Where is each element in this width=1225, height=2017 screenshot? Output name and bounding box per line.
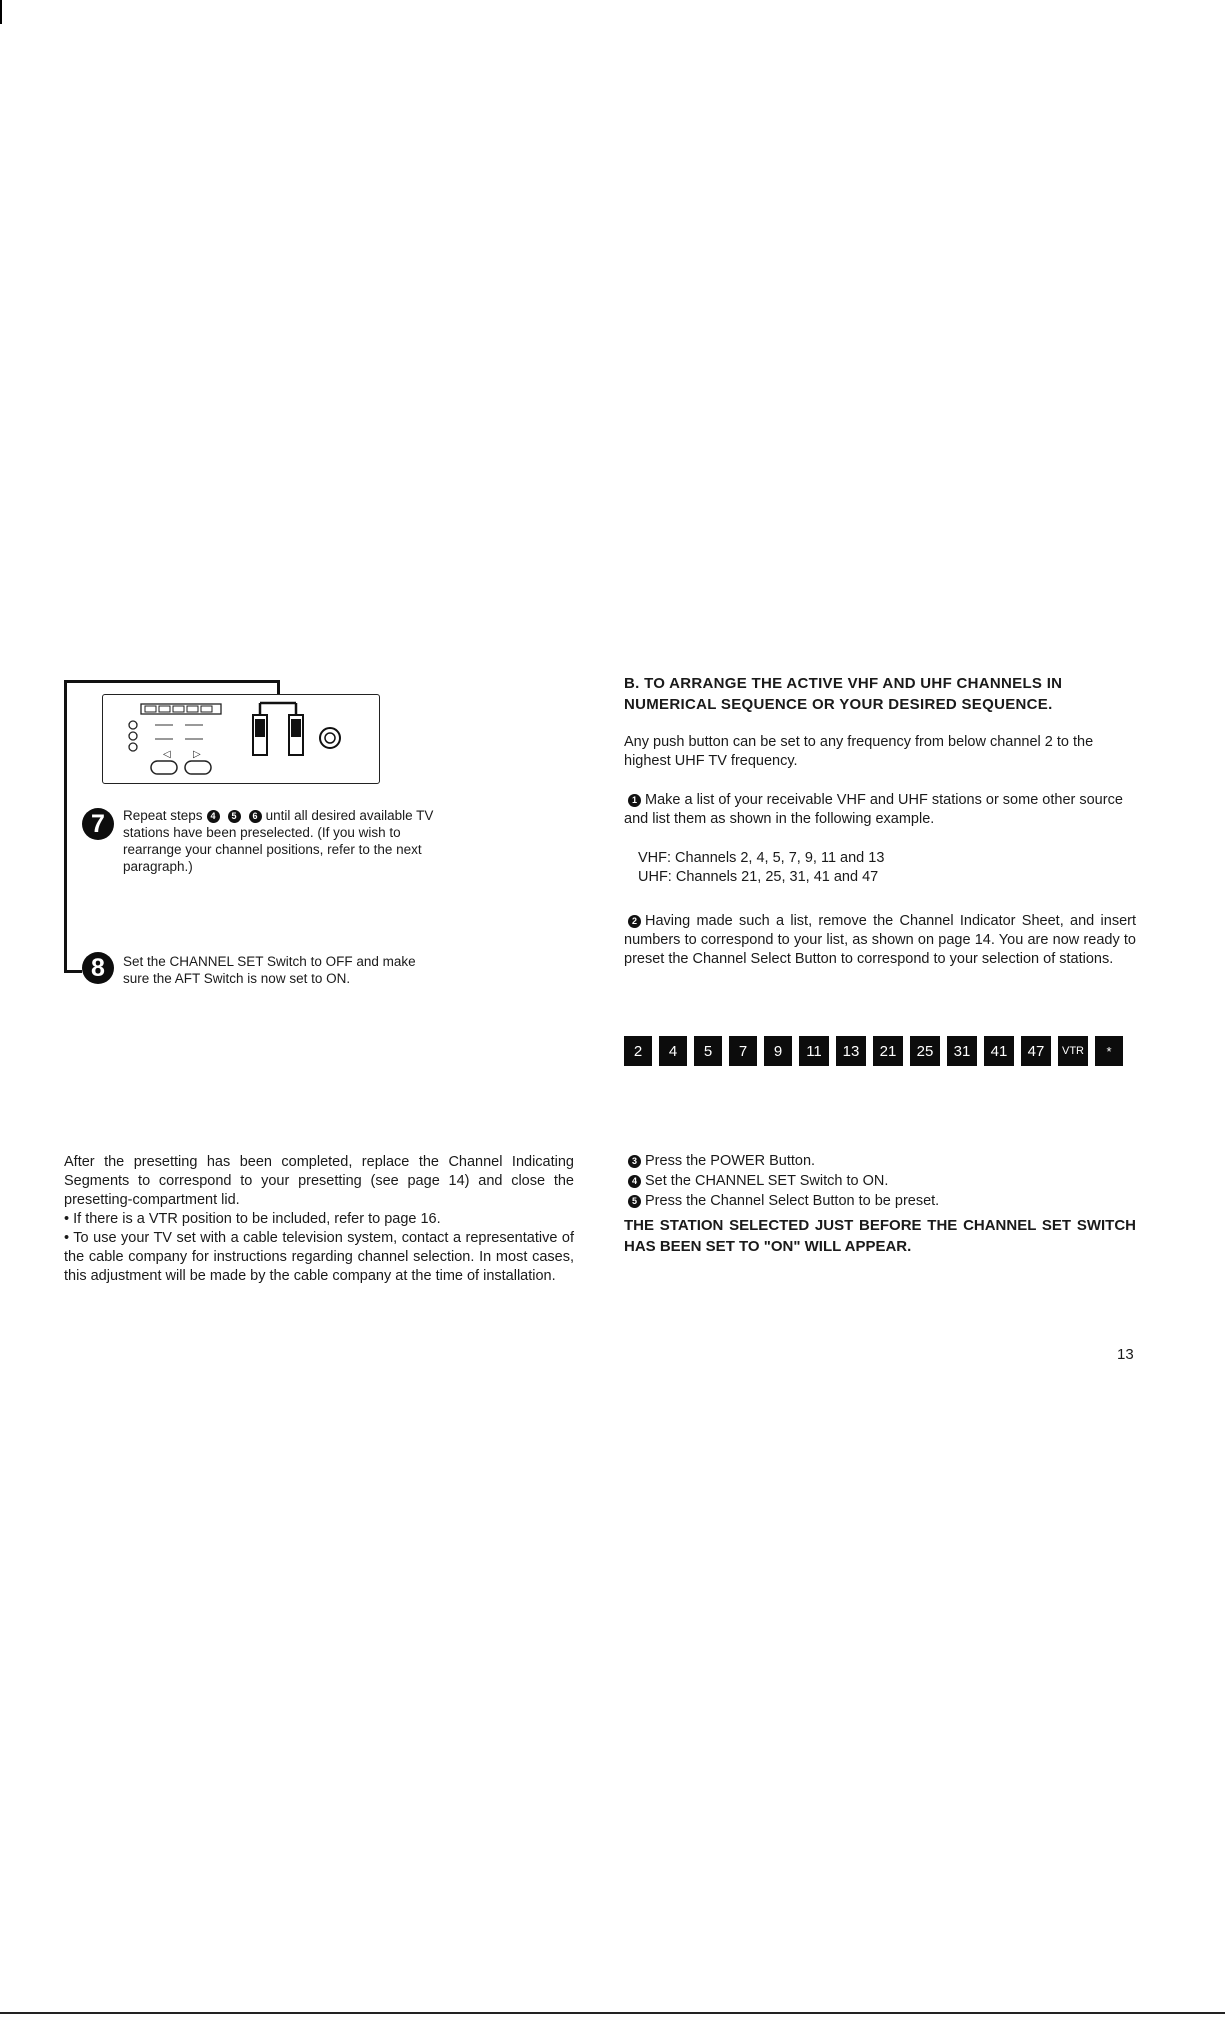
channel-segment: 11 xyxy=(799,1036,829,1066)
channel-example-list xyxy=(638,849,884,887)
channel-segment: 47 xyxy=(1021,1036,1051,1066)
channel-segment: 13 xyxy=(836,1036,866,1066)
step-3-text: Press the POWER Button. xyxy=(645,1153,816,1169)
channel-segment: 4 xyxy=(659,1036,687,1066)
svg-text:◁: ◁ xyxy=(163,749,171,760)
control-panel-illustration xyxy=(102,694,380,784)
channel-segment-star: * xyxy=(1095,1036,1123,1066)
step-8-text: Set the CHANNEL SET Switch to OFF and make sure the AFT Switch is now set to ON. xyxy=(123,954,416,986)
section-heading: B. TO ARRANGE THE ACTIVE VHF AND UHF CHANNELS IN NUMERICAL SEQUENCE OR YOUR DESIRED SEQUENCE. xyxy=(624,675,1063,713)
step-1-text: Make a list of your receivable VHF and UHF stations or some other source and list them as shown in the following example. xyxy=(624,792,1123,827)
svg-text:▷: ▷ xyxy=(193,749,201,760)
step-7-badge: 7 xyxy=(82,808,114,840)
channel-segment: 31 xyxy=(947,1036,977,1066)
scan-edge-mark xyxy=(0,0,2,24)
step-3-row xyxy=(624,1151,1144,1171)
uhf-line: UHF: Channels 21, 25, 31, 41 and 47 xyxy=(638,869,879,885)
intro-paragraph: Any push button can be set to any frequency from below channel 2 to the highest UHF TV frequency. xyxy=(624,734,1094,769)
cable-bullet: • To use your TV set with a cable television system, contact a representative of the cable company for instructions regarding channel selection. In most cases, this adjustment will be made by the cable company at the time of installation. xyxy=(64,1230,574,1284)
channel-segment-vtr: VTR xyxy=(1058,1036,1088,1066)
scan-bottom-edge xyxy=(0,2012,1225,2014)
step-5-icon: 5 xyxy=(628,1195,641,1208)
step-ref-6-icon: 6 xyxy=(249,810,262,823)
step-7-text xyxy=(123,807,453,875)
step-2-text: Having made such a list, remove the Channel Indicator Sheet, and insert numbers to correspond to your list, as shown on page 14. You are now ready to preset the Channel Select Button to correspond to your selection of stations. xyxy=(624,913,1136,967)
step-2-paragraph xyxy=(624,912,1136,969)
step-3-icon: 3 xyxy=(628,1155,641,1168)
vtr-bullet: • If there is a VTR position to be included, refer to page 16. xyxy=(64,1211,441,1227)
channel-segment: 9 xyxy=(764,1036,792,1066)
after-presetting-text: After the presetting has been completed, replace the Channel Indicating Segments to correspond to your presetting (see page 14) and close the presetting-compartment lid. xyxy=(64,1154,574,1208)
step-ref-4-icon: 4 xyxy=(207,810,220,823)
bracket-line-left xyxy=(64,680,67,973)
page-number: 13 xyxy=(1117,1346,1134,1363)
step-5-text: Press the Channel Select Button to be preset. xyxy=(645,1193,940,1209)
steps-3-to-5 xyxy=(624,1151,1144,1211)
step-1-icon: 1 xyxy=(628,794,641,807)
channel-segment: 21 xyxy=(873,1036,903,1066)
channel-segment: 25 xyxy=(910,1036,940,1066)
channel-segment: 41 xyxy=(984,1036,1014,1066)
step-8-badge: 8 xyxy=(82,952,114,984)
step-7-prefix: Repeat steps xyxy=(123,808,203,823)
vhf-line: VHF: Channels 2, 4, 5, 7, 9, 11 and 13 xyxy=(638,850,885,866)
control-panel-drawing xyxy=(103,695,379,783)
channel-indicator-strip xyxy=(624,1036,1123,1066)
channel-segment: 5 xyxy=(694,1036,722,1066)
after-presetting-paragraph xyxy=(64,1153,574,1286)
step-4-icon: 4 xyxy=(628,1175,641,1188)
channel-segment: 7 xyxy=(729,1036,757,1066)
bracket-line-bottom xyxy=(64,970,82,973)
step-4-text: Set the CHANNEL SET Switch to ON. xyxy=(645,1173,889,1189)
final-note: THE STATION SELECTED JUST BEFORE THE CHANNEL SET SWITCH HAS BEEN SET TO "ON" WILL APPEAR. xyxy=(624,1217,1136,1255)
channel-segment: 2 xyxy=(624,1036,652,1066)
step-7-body: until all desired available TV stations have been preselected. (If you wish to rearrange your channel positions, refer to the next paragraph.) xyxy=(123,808,434,874)
step-1-paragraph xyxy=(624,791,1136,829)
step-ref-5-icon: 5 xyxy=(228,810,241,823)
step-5-row xyxy=(624,1191,1144,1211)
step-4-row xyxy=(624,1171,1144,1191)
step-2-icon: 2 xyxy=(628,915,641,928)
bracket-line-top xyxy=(64,680,280,683)
